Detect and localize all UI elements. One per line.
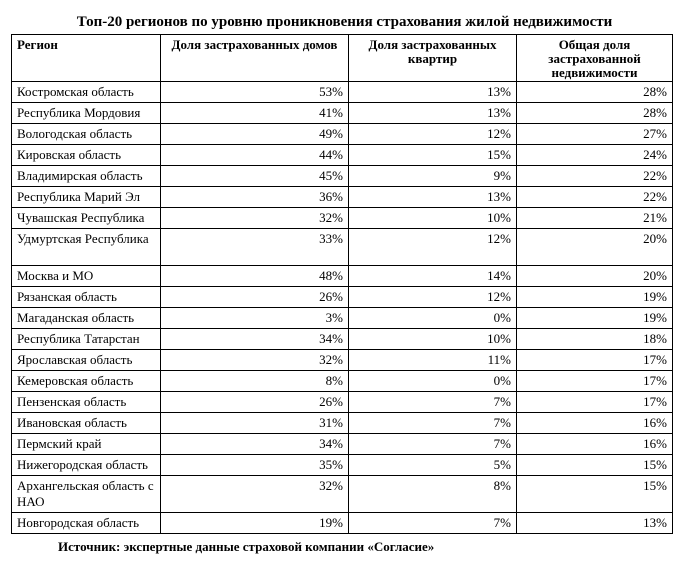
houses-cell: 26% xyxy=(161,392,349,413)
table-row xyxy=(12,124,673,145)
total-cell: 16% xyxy=(517,434,673,455)
houses-cell: 49% xyxy=(161,124,349,145)
total-cell: 20% xyxy=(517,266,673,287)
total-cell: 28% xyxy=(517,82,673,103)
apartments-cell: 14% xyxy=(349,266,517,287)
region-cell: Нижегородская область xyxy=(12,455,161,476)
table-row xyxy=(12,266,673,287)
column-header-total: Общая доля застрахованной недвижимости xyxy=(517,35,673,82)
region-cell: Владимирская область xyxy=(12,166,161,187)
table-row xyxy=(12,229,673,266)
apartments-cell: 0% xyxy=(349,371,517,392)
table-title: Топ-20 регионов по уровню проникновения страхования жилой недвижимости xyxy=(76,14,613,30)
total-cell: 18% xyxy=(517,329,673,350)
region-cell: Ивановская область xyxy=(12,413,161,434)
apartments-cell: 10% xyxy=(349,329,517,350)
apartments-cell: 13% xyxy=(349,187,517,208)
houses-cell: 32% xyxy=(161,350,349,371)
table-row xyxy=(12,82,673,103)
source-note: Источник: экспертные данные страховой компании «Согласие» xyxy=(58,539,435,554)
apartments-cell: 0% xyxy=(349,308,517,329)
table-row xyxy=(12,371,673,392)
region-cell: Пермский край xyxy=(12,434,161,455)
houses-cell: 53% xyxy=(161,82,349,103)
apartments-cell: 7% xyxy=(349,434,517,455)
region-cell: Новгородская область xyxy=(12,513,161,534)
houses-cell: 8% xyxy=(161,371,349,392)
apartments-cell: 7% xyxy=(349,413,517,434)
houses-cell: 45% xyxy=(161,166,349,187)
insurance-table xyxy=(11,34,673,534)
apartments-cell: 10% xyxy=(349,208,517,229)
apartments-cell: 7% xyxy=(349,392,517,413)
region-cell: Вологодская область xyxy=(12,124,161,145)
table-row xyxy=(12,434,673,455)
total-cell: 13% xyxy=(517,513,673,534)
houses-cell: 3% xyxy=(161,308,349,329)
total-cell: 15% xyxy=(517,476,673,513)
region-cell: Республика Мордовия xyxy=(12,103,161,124)
region-cell: Архангельская область с НАО xyxy=(12,476,161,513)
region-cell: Пензенская область xyxy=(12,392,161,413)
table-row xyxy=(12,145,673,166)
table-row xyxy=(12,350,673,371)
total-cell: 22% xyxy=(517,187,673,208)
header-row xyxy=(12,35,673,82)
total-cell: 17% xyxy=(517,371,673,392)
apartments-cell: 15% xyxy=(349,145,517,166)
houses-cell: 32% xyxy=(161,476,349,513)
table-row xyxy=(12,392,673,413)
table-row xyxy=(12,103,673,124)
table-row xyxy=(12,287,673,308)
houses-cell: 41% xyxy=(161,103,349,124)
total-cell: 27% xyxy=(517,124,673,145)
houses-cell: 19% xyxy=(161,513,349,534)
total-cell: 20% xyxy=(517,229,673,266)
apartments-cell: 9% xyxy=(349,166,517,187)
total-cell: 21% xyxy=(517,208,673,229)
apartments-cell: 12% xyxy=(349,287,517,308)
houses-cell: 32% xyxy=(161,208,349,229)
region-cell: Москва и МО xyxy=(12,266,161,287)
total-cell: 17% xyxy=(517,350,673,371)
houses-cell: 35% xyxy=(161,455,349,476)
table-row xyxy=(12,476,673,513)
column-header-region: Регион xyxy=(12,35,161,82)
apartments-cell: 12% xyxy=(349,229,517,266)
apartments-cell: 11% xyxy=(349,350,517,371)
region-cell: Республика Марий Эл xyxy=(12,187,161,208)
table-row xyxy=(12,208,673,229)
apartments-cell: 7% xyxy=(349,513,517,534)
region-cell: Магаданская область xyxy=(12,308,161,329)
region-cell: Ярославская область xyxy=(12,350,161,371)
column-header-apartments: Доля застрахованных квартир xyxy=(349,35,517,82)
apartments-cell: 8% xyxy=(349,476,517,513)
total-cell: 19% xyxy=(517,308,673,329)
houses-cell: 31% xyxy=(161,413,349,434)
houses-cell: 26% xyxy=(161,287,349,308)
total-cell: 19% xyxy=(517,287,673,308)
total-cell: 17% xyxy=(517,392,673,413)
apartments-cell: 5% xyxy=(349,455,517,476)
table-row xyxy=(12,513,673,534)
table-row xyxy=(12,329,673,350)
total-cell: 15% xyxy=(517,455,673,476)
region-cell: Республика Татарстан xyxy=(12,329,161,350)
houses-cell: 34% xyxy=(161,434,349,455)
region-cell: Кемеровская область xyxy=(12,371,161,392)
column-header-houses: Доля застрахованных домов xyxy=(161,35,349,82)
region-cell: Чувашская Республика xyxy=(12,208,161,229)
table-row xyxy=(12,166,673,187)
total-cell: 22% xyxy=(517,166,673,187)
region-cell: Кировская область xyxy=(12,145,161,166)
total-cell: 16% xyxy=(517,413,673,434)
houses-cell: 33% xyxy=(161,229,349,266)
table-row xyxy=(12,413,673,434)
apartments-cell: 13% xyxy=(349,82,517,103)
table-row xyxy=(12,187,673,208)
houses-cell: 36% xyxy=(161,187,349,208)
apartments-cell: 12% xyxy=(349,124,517,145)
region-cell: Удмуртская Республика xyxy=(12,229,161,266)
total-cell: 28% xyxy=(517,103,673,124)
houses-cell: 34% xyxy=(161,329,349,350)
table-row xyxy=(12,308,673,329)
table-row xyxy=(12,455,673,476)
houses-cell: 44% xyxy=(161,145,349,166)
region-cell: Костромская область xyxy=(12,82,161,103)
region-cell: Рязанская область xyxy=(12,287,161,308)
houses-cell: 48% xyxy=(161,266,349,287)
total-cell: 24% xyxy=(517,145,673,166)
apartments-cell: 13% xyxy=(349,103,517,124)
